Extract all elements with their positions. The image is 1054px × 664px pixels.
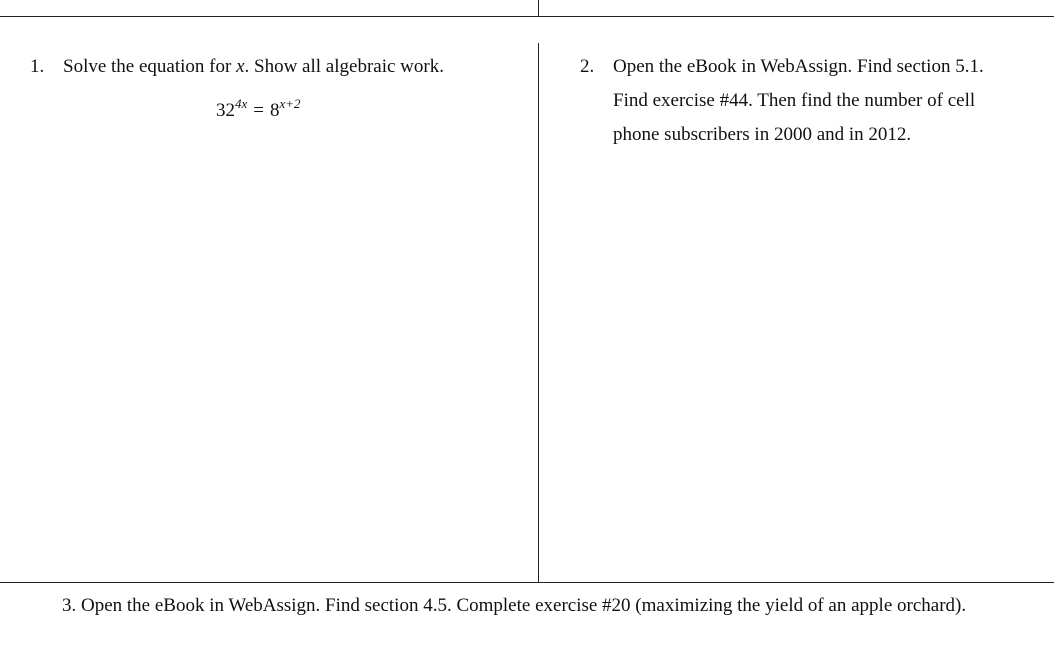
problem-1-equation (216, 96, 301, 122)
problem-1-text-a: Solve the equation for (63, 56, 237, 77)
equation-rhs-exponent: x+2 (279, 96, 301, 111)
problem-1-text-b: . Show all algebraic work. (244, 56, 444, 77)
problem-2 (580, 50, 1040, 152)
equation-equals: = (253, 100, 264, 121)
equation-lhs-exponent: 4x (235, 96, 248, 111)
problem-2-line-2: Find exercise #44. Then find the number of cell (613, 90, 976, 111)
column-divider (538, 43, 539, 582)
problem-2-line-1: Open the eBook in WebAssign. Find section 5.1. (613, 56, 984, 77)
problem-1-variable: x (236, 56, 245, 77)
problem-1-prompt (63, 50, 510, 84)
equation-lhs-base: 32 (216, 100, 235, 121)
problem-3: 3. Open the eBook in WebAssign. Find section 4.5. Complete exercise #20 (maximizing the yield of an apple orchard). (62, 595, 967, 616)
bottom-divider (0, 582, 1054, 583)
problem-2-prompt (613, 50, 1040, 152)
problem-1-number: 1. (30, 56, 45, 77)
problem-1 (30, 50, 510, 84)
equation-rhs-base: 8 (270, 100, 280, 121)
top-divider (0, 16, 1054, 17)
top-column-tick (538, 0, 539, 16)
problem-2-number: 2. (580, 56, 595, 77)
problem-2-line-3: phone subscribers in 2000 and in 2012. (613, 124, 912, 145)
